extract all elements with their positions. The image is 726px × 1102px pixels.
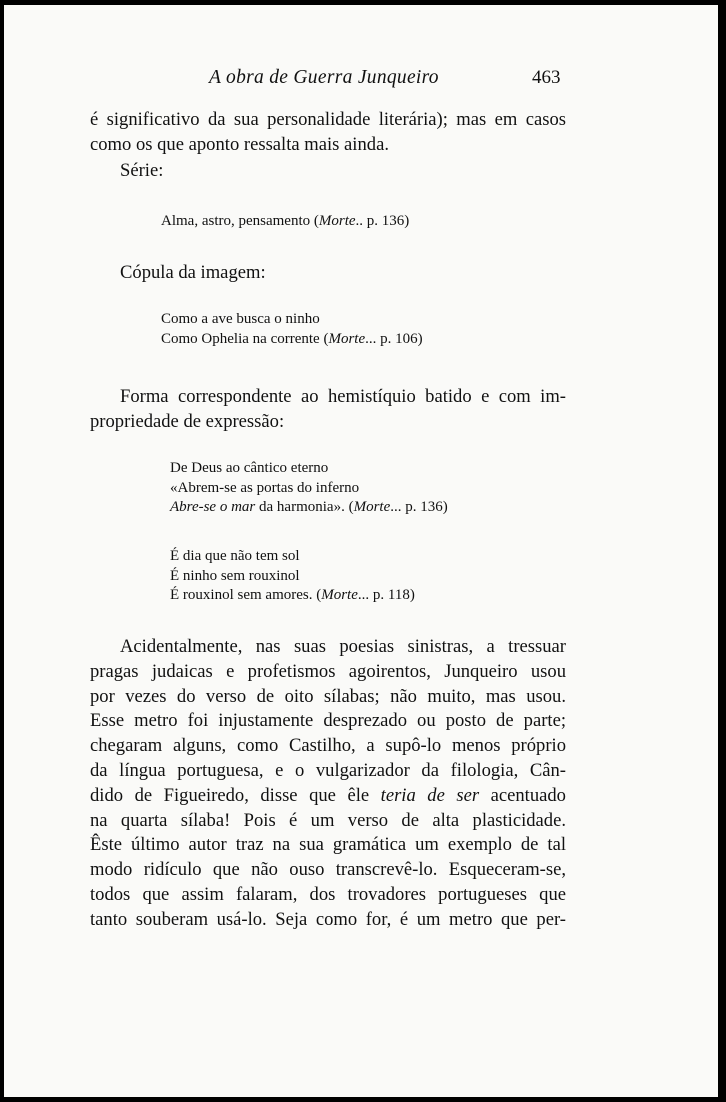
- text-line: Acidentalmente, nas suas poesias sinistras, a tressuar: [120, 636, 566, 657]
- text-line: como os que aponto ressalta mais ainda.: [90, 133, 389, 155]
- paragraph-acidentalmente: [90, 635, 566, 933]
- text-line: todos que assim falaram, dos trovadores portugueses que: [90, 883, 566, 905]
- verse-line: De Deus ao cântico eterno: [170, 460, 329, 476]
- text-line: [90, 784, 566, 809]
- serie-label: Série:: [120, 160, 164, 181]
- text-span: dido de Figueiredo, disse que êle: [90, 784, 381, 806]
- text-line: modo ridículo que não ouso transcrevê-lo. Esqueceram-se,: [90, 859, 566, 881]
- verse-ref-page: ... p. 106): [365, 330, 423, 347]
- verse-line: [170, 498, 448, 518]
- verse-ref: Morte: [321, 587, 358, 603]
- verse-ref: Morte: [318, 213, 356, 229]
- e-verses: [170, 547, 415, 606]
- text-line: Esse metro foi injustamente desprezado ou posto de parte;: [90, 710, 566, 732]
- verse-line: [161, 212, 409, 232]
- text-line: Êste último autor traz na sua gramática um exemplo de tal: [90, 834, 566, 856]
- text-italic: teria de ser: [380, 784, 480, 806]
- text-line: por vezes do verso de oito sílabas; não muito, mas usou.: [90, 685, 566, 707]
- serie-verse: [161, 212, 409, 232]
- text-span: acentuado: [479, 784, 566, 806]
- copula-label: Cópula da imagem:: [120, 262, 266, 283]
- verse-line: «Abrem-se as portas do inferno: [170, 479, 360, 496]
- verse-ref: Morte: [353, 499, 391, 515]
- verse-line: É dia que não tem sol: [170, 548, 300, 564]
- copula-verses: [161, 310, 423, 349]
- paragraph-forma: [90, 385, 566, 434]
- verse-ref-page: ... p. 136): [390, 499, 448, 515]
- running-head: [4, 67, 718, 97]
- verse-line: [161, 330, 423, 350]
- verse-line: [170, 586, 415, 606]
- verse-text: É rouxinol sem amores. (: [170, 587, 322, 603]
- text-line: na quarta sílaba! Pois é um verso de alta plasticidade.: [90, 809, 566, 831]
- text-line: chegaram alguns, como Castilho, a supô-lo menos próprio: [90, 735, 566, 757]
- verse-text: Alma, astro, pensamento (: [161, 213, 319, 229]
- verse-ref-page: .. p. 136): [355, 213, 410, 229]
- verse-text: Como Ophelia na corrente (: [161, 330, 329, 347]
- verse-ref-page: ... p. 118): [357, 587, 415, 603]
- verse-ref: Morte: [328, 330, 366, 347]
- text-line: propriedade de expressão:: [90, 410, 285, 432]
- text-line: da língua portuguesa, e o vulgarizador da filologia, Cân-: [90, 759, 566, 781]
- page-number: 463: [532, 67, 561, 88]
- text-line: tanto souberam usá-lo. Seja como for, é um metro que per-: [90, 908, 566, 930]
- verse-line: É ninho sem rouxinol: [170, 567, 300, 584]
- text-line: é significativo da sua personalidade literária); mas em casos: [90, 109, 566, 130]
- verse-line: Como a ave busca o ninho: [161, 311, 320, 327]
- verse-text: da harmonia». (: [255, 499, 354, 515]
- book-page: [4, 5, 718, 1097]
- forma-verses: [170, 459, 448, 518]
- text-line: pragas judaicas e profetismos agoirentos, Junqueiro usou: [90, 660, 566, 682]
- verse-italic: Abre-se o mar: [170, 499, 256, 515]
- paragraph-intro: [90, 108, 566, 157]
- text-line: Forma correspondente ao hemistíquio batido e com im-: [120, 386, 566, 407]
- running-head-title: A obra de Guerra Junqueiro: [209, 67, 439, 88]
